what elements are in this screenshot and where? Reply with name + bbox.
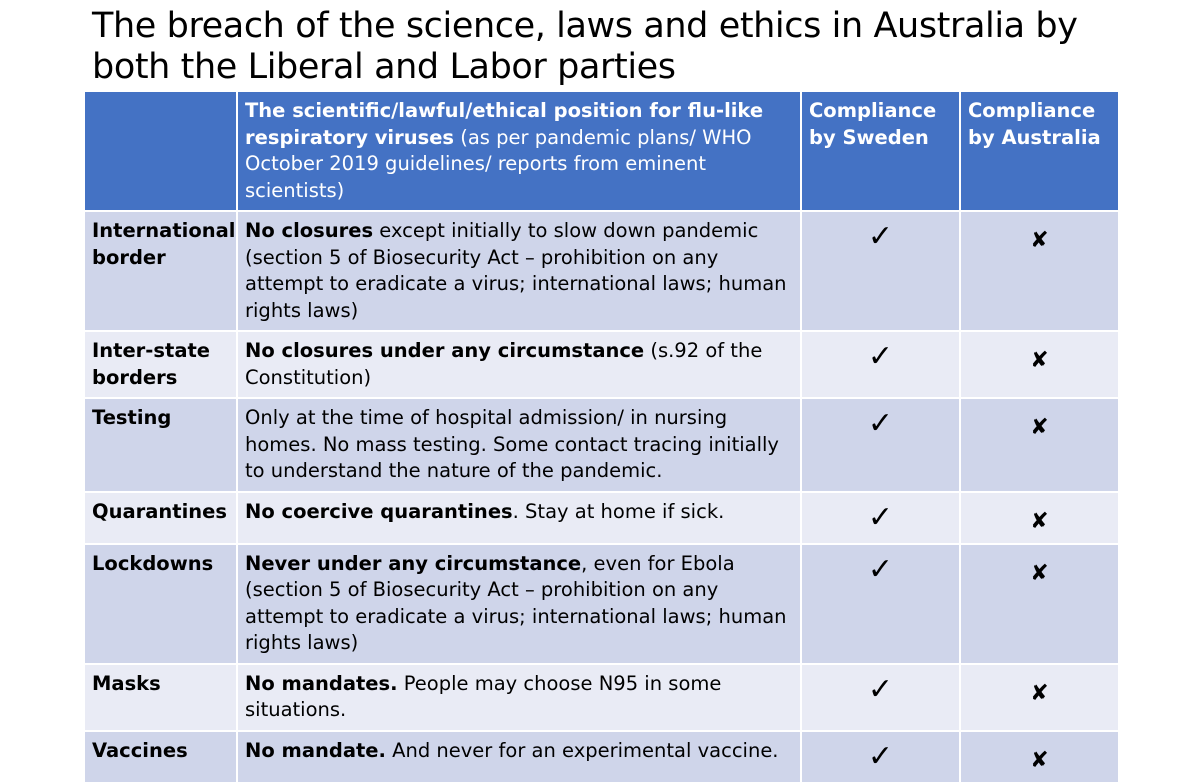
row-label: Quarantines: [84, 492, 237, 544]
header-australia: Compliance by Australia: [960, 91, 1119, 211]
cross-icon: ✘: [1030, 747, 1049, 773]
australia-cell: [960, 211, 1119, 331]
row-position: Only at the time of hospital admission/ in nursing homes. No mass testing. Some contact tracing initially to understand the nature of the pandemic.: [237, 398, 801, 492]
sweden-cell: [801, 731, 960, 783]
australia-cell: [960, 331, 1119, 398]
checkmark-icon: ✓: [867, 551, 894, 587]
sweden-cell: [801, 211, 960, 331]
cross-icon: ✘: [1030, 415, 1049, 440]
sweden-cell: [801, 398, 960, 492]
header-position-bold: The scientific/lawful/ethical position for flu-like respiratory viruses: [245, 99, 764, 149]
table-row: [84, 211, 1119, 331]
cross-icon: ✘: [1030, 560, 1049, 586]
australia-cell: [960, 398, 1119, 492]
sweden-cell: [801, 331, 960, 398]
table-row: [84, 331, 1119, 398]
row-label: Inter-state borders: [84, 331, 237, 398]
checkmark-icon: ✓: [867, 738, 894, 774]
row-label: Testing: [84, 398, 237, 492]
row-position: No mandates. People may choose N95 in some situations.: [237, 664, 801, 731]
australia-cell: [960, 731, 1119, 783]
slide-title: The breach of the science, laws and ethics in Australia by both the Liberal and Labor parties: [92, 6, 1078, 87]
table-row: [84, 664, 1119, 731]
checkmark-icon: ✓: [867, 219, 894, 254]
cross-icon: ✘: [1030, 228, 1049, 253]
sweden-cell: [801, 492, 960, 544]
row-label: Lockdowns: [84, 544, 237, 664]
checkmark-icon: ✓: [867, 671, 894, 707]
row-position: No closures except initially to slow down pandemic (section 5 of Biosecurity Act – prohibition on any attempt to eradicate a virus; international laws; human rights laws): [237, 211, 801, 331]
row-label: Vaccines: [84, 731, 237, 783]
sweden-cell: [801, 544, 960, 664]
table-row: [84, 398, 1119, 492]
table-row: [84, 731, 1119, 783]
cross-icon: ✘: [1030, 508, 1049, 534]
checkmark-icon: ✓: [867, 406, 894, 441]
compliance-table: [83, 90, 1120, 784]
australia-cell: [960, 664, 1119, 731]
table-row: [84, 492, 1119, 544]
table-row: [84, 544, 1119, 664]
sweden-cell: [801, 664, 960, 731]
cross-icon: ✘: [1030, 680, 1049, 706]
checkmark-icon: ✓: [867, 499, 894, 535]
checkmark-icon: ✓: [867, 339, 894, 374]
australia-cell: [960, 492, 1119, 544]
header-position: [237, 91, 801, 211]
header-empty-cell: [84, 91, 237, 211]
row-position: Never under any circumstance, even for Ebola (section 5 of Biosecurity Act – prohibition on any attempt to eradicate a virus; international laws; human rights laws): [237, 544, 801, 664]
row-label: Masks: [84, 664, 237, 731]
header-position-rest: (as per pandemic plans/ WHO October 2019 guidelines/ reports from eminent scientists): [245, 125, 752, 202]
australia-cell: [960, 544, 1119, 664]
row-position: No closures under any circumstance (s.92 of the Constitution): [237, 331, 801, 398]
row-label: International border: [84, 211, 237, 331]
row-position: No coercive quarantines. Stay at home if sick.: [237, 492, 801, 544]
row-position: No mandate. And never for an experimental vaccine.: [237, 731, 801, 783]
table-header-row: [84, 91, 1119, 211]
header-sweden: Compliance by Sweden: [801, 91, 960, 211]
cross-icon: ✘: [1030, 348, 1049, 373]
